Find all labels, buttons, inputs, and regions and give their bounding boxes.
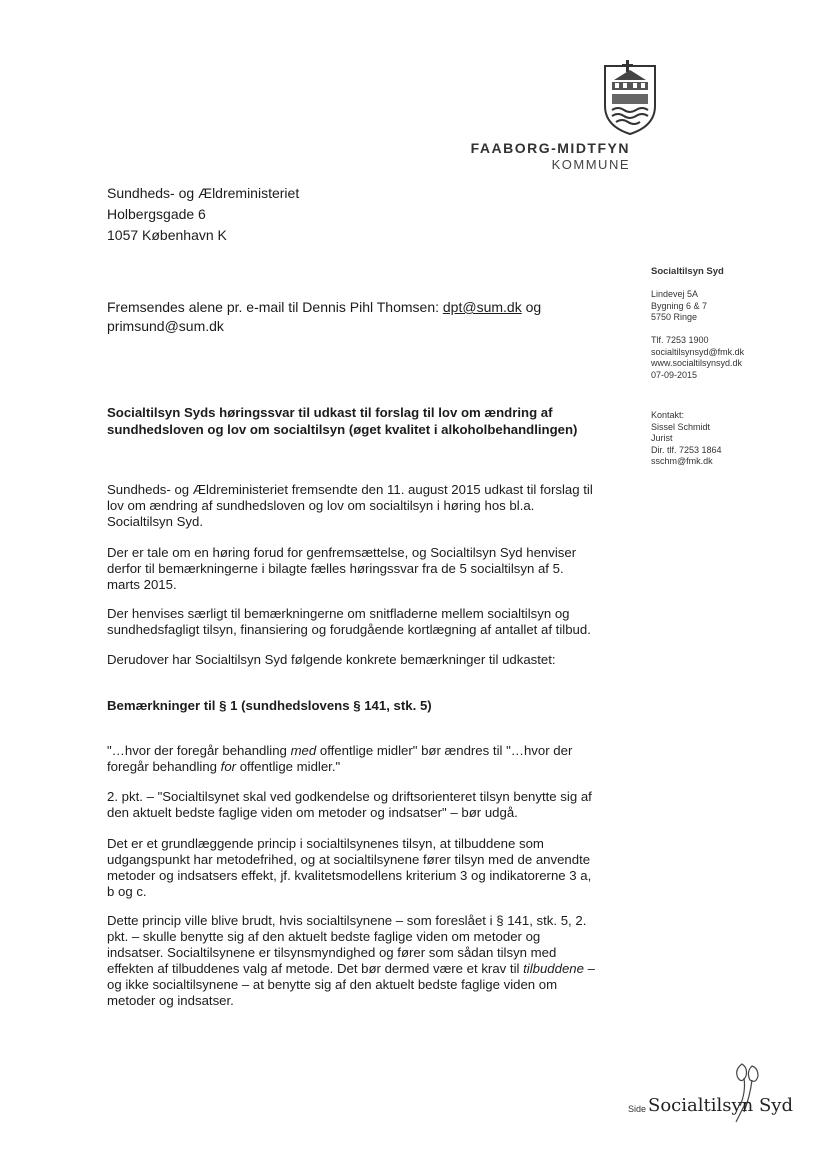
sidebar-line: Kontakt: xyxy=(651,410,685,420)
sidebar-line: Lindevej 5A xyxy=(651,289,699,299)
footer-page-prefix: Side xyxy=(628,1104,647,1114)
breach-emphasis: tilbuddene xyxy=(523,961,584,976)
email-primsund: primsund@sum.dk xyxy=(107,318,224,334)
section-heading: Bemærkninger til § 1 (sundhedslovens § 141, stk. 5) xyxy=(107,698,432,713)
quote-text: offentlige midler" bør ændres til "…hvor der foregår behandling xyxy=(107,743,573,774)
paragraph: Derudover har Socialtilsyn Syd følgende konkrete bemærkninger til udkastet: xyxy=(107,652,556,667)
paragraph: Der er tale om en høring forud for genfremsættelse, og Socialtilsyn Syd henviser derfor til bemærkningerne i bilagte fælles høringssvar fra de 5 socialtilsyn af 5. marts 2015. xyxy=(107,545,577,592)
sidebar-line: sschm@fmk.dk xyxy=(651,456,713,466)
sidebar-line: Bygning 6 & 7 xyxy=(651,300,708,311)
footer-brand-name: Socialtilsyn Syd xyxy=(648,1095,793,1116)
quote-text: offentlige midler." xyxy=(236,759,341,774)
sidebar-contact-person xyxy=(651,410,801,468)
breach-text: Dette princip ville blive brudt, hvis socialtilsynene – som foreslået i § 141, stk. 5, 2. pkt. – skulle benytte sig af den aktuelt bedste faglige viden om metoder og indsatser. Socialtilsynene er tilsynsmyndighed og fører som sådan tilsyn med effekten af tilbuddenes valg af metode. Det bør dermed være et krav til xyxy=(107,913,587,976)
sidebar-line: socialtilsynsyd@fmk.dk xyxy=(651,346,745,357)
sidebar-line: Dir. tlf. 7253 1864 xyxy=(651,444,722,455)
quote-text: "…hvor der foregår behandling xyxy=(107,743,291,758)
document-title: Socialtilsyn Syds høringssvar til udkast til forslag til lov om ændring af sundhedsloven og lov om socialtilsyn (øget kvalitet i alkoholbehandlingen) xyxy=(107,405,578,437)
sidebar-line: Sissel Schmidt xyxy=(651,421,711,432)
principle-paragraph: Det er et grundlæggende princip i socialtilsynenes tilsyn, at tilbuddene som udgangspunkt har metodefrihed, og at socialtilsynene fører tilsyn med de anvendte metoder og indsatsers effekt, jf. kvalitetsmodellens kriterium 3 og indikatorerne 3 a, b og c. xyxy=(107,836,592,899)
breach-paragraph xyxy=(107,913,599,1009)
quote-emphasis: for xyxy=(220,759,237,774)
delivery-note xyxy=(107,298,547,336)
quote-emphasis: med xyxy=(290,743,317,758)
recipient-line: Holbergsgade 6 xyxy=(107,206,206,222)
paragraph: Sundheds- og Ældreministeriet fremsendte den 11. august 2015 udkast til forslag til lov om ændring af sundhedsloven og lov om socialtilsyn i høring hos bl.a. Socialtilsyn Syd. xyxy=(107,482,593,529)
coat-of-arms-logo xyxy=(600,58,660,136)
sidebar-line: Tlf. 7253 1900 xyxy=(651,335,709,345)
delivery-note-text: Fremsendes alene pr. e-mail til Dennis Pihl Thomsen: xyxy=(107,299,443,315)
sidebar-contact-info xyxy=(651,335,801,381)
sidebar-line: 5750 Ringe xyxy=(651,312,698,322)
point-2-paragraph: 2. pkt. – "Socialtilsynet skal ved godkendelse og driftsorienteret tilsyn benytte sig af den aktuelt bedste faglige viden om metoder og indsatser" – bør udgå. xyxy=(107,789,592,820)
sidebar-org-name: Socialtilsyn Syd xyxy=(651,266,724,277)
paragraph: Der henvises særligt til bemærkningerne om snitfladerne mellem socialtilsyn og sundhedsfagligt tilsyn, finansiering og forudgående kortlægning af antallet af tilbud. xyxy=(107,606,591,637)
sidebar-date: 07-09-2015 xyxy=(651,369,698,380)
recipient-address xyxy=(107,183,299,246)
recipient-line: 1057 København K xyxy=(107,227,227,243)
sidebar-line: Jurist xyxy=(651,433,673,443)
breach-text: – og ikke socialtilsynene – at benytte sig af den aktuelt bedste faglige viden om metoder og indsatser. xyxy=(107,961,595,1008)
municipality-subtitle: KOMMUNE xyxy=(551,157,630,172)
municipality-name: FAABORG-MIDTFYN xyxy=(470,140,630,156)
delivery-note-text: og xyxy=(521,299,542,315)
sidebar-line: www.socialtilsynsyd.dk xyxy=(651,358,743,368)
quote-paragraph xyxy=(107,743,599,775)
email-link-dpt[interactable]: dpt@sum.dk xyxy=(442,299,522,315)
sidebar-address xyxy=(651,289,801,324)
recipient-line: Sundheds- og Ældreministeriet xyxy=(107,185,300,201)
